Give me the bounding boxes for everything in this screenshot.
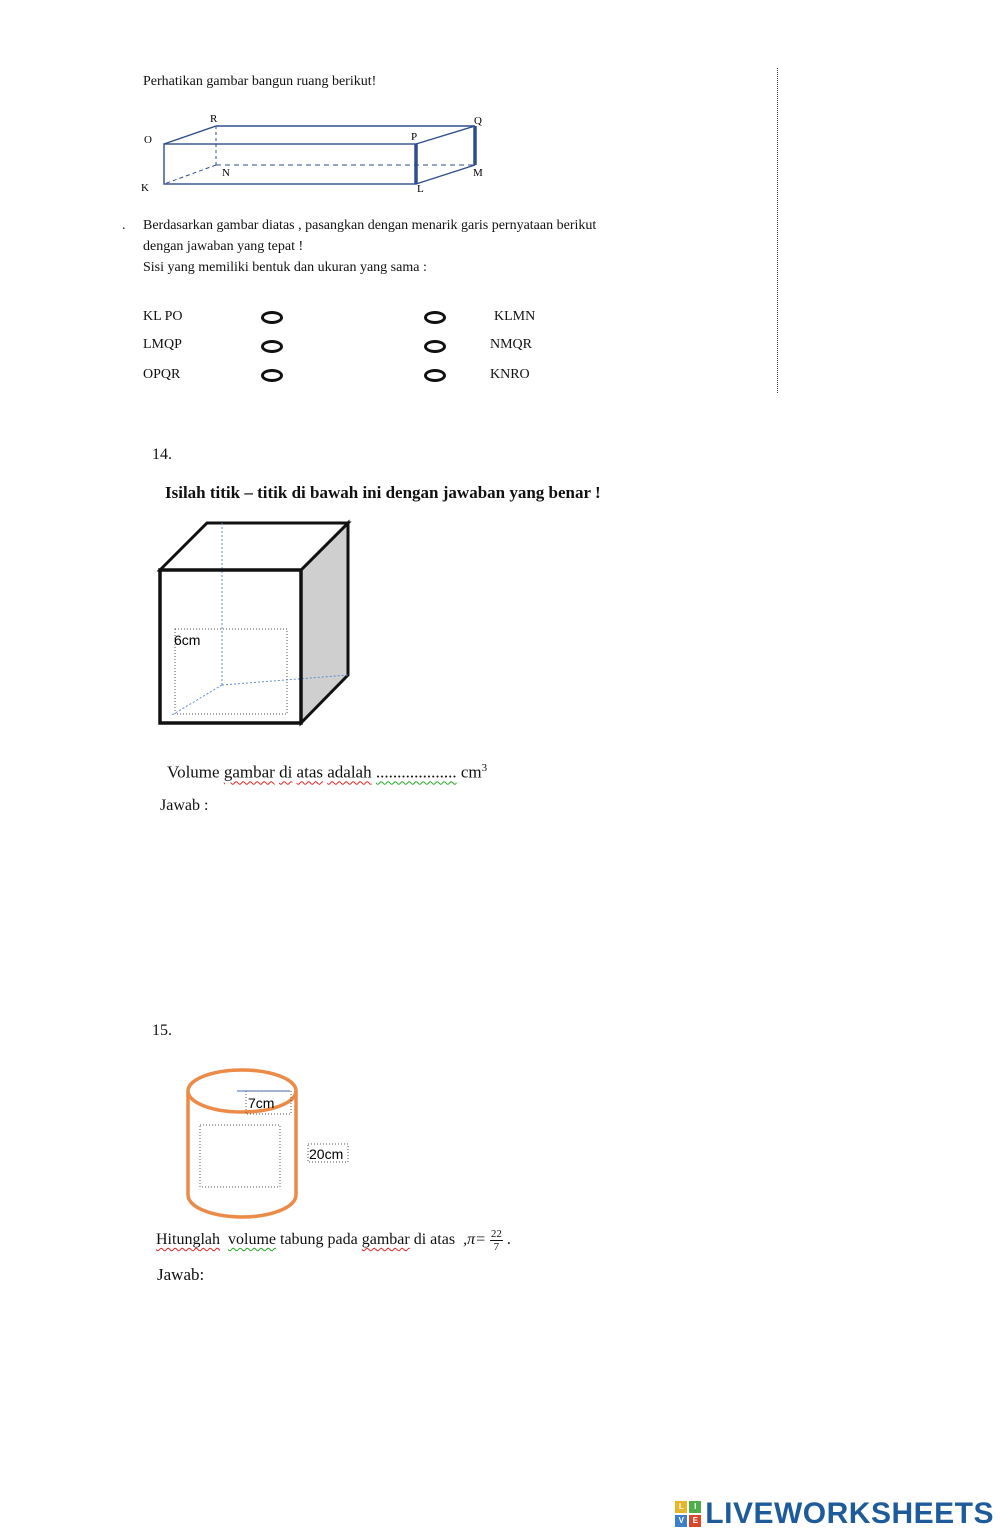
cylinder-figure <box>180 1060 370 1230</box>
logo-mark-l: L <box>675 1501 687 1513</box>
prompt-word-volume: volume <box>228 1231 276 1249</box>
prompt-word-tabung: tabung <box>280 1231 324 1249</box>
prompt-word-pada: pada <box>327 1231 358 1249</box>
column-divider <box>777 68 778 393</box>
prompt-period: . <box>506 1231 511 1249</box>
pi-numerator: 22 <box>490 1228 502 1240</box>
left-item-3: OPQR <box>143 367 181 382</box>
left-item-1: KL PO <box>143 309 183 324</box>
atas-word: atas <box>296 762 323 782</box>
vertex-label-R: R <box>210 113 218 125</box>
gambar-word: gambar <box>223 762 275 782</box>
instruction-line-3: Sisi yang memiliki bentuk dan ukuran yang sama : <box>143 260 427 275</box>
left-connector-2[interactable] <box>261 340 283 353</box>
pi-fraction <box>490 1228 503 1253</box>
right-connector-1[interactable] <box>424 311 446 324</box>
left-item-2: LMQP <box>143 337 182 352</box>
left-connector-1[interactable] <box>261 311 283 324</box>
cylinder-height-label: 20cm <box>309 1146 344 1162</box>
right-item-2: NMQR <box>490 337 533 352</box>
cuboid-figure <box>138 110 508 198</box>
vertex-label-Q: Q <box>474 115 482 127</box>
vertex-label-N: N <box>222 167 230 179</box>
prompt-word-hitunglah: Hitunglah <box>156 1231 220 1249</box>
volume-unit-exponent: 3 <box>481 762 488 774</box>
question-15-number: 15. <box>152 1022 172 1039</box>
vertex-label-O: O <box>144 134 152 146</box>
question-14-number: 14. <box>152 446 172 463</box>
instruction-line-2: dengan jawaban yang tepat ! <box>143 239 304 254</box>
question-15-answer-label: Jawab: <box>157 1265 205 1284</box>
volume-word: Volume <box>167 762 220 782</box>
answer-dots[interactable]: ................... <box>375 762 457 782</box>
cube-side-label: 6cm <box>174 632 201 648</box>
bullet-mark: . <box>122 218 126 233</box>
question-14-answer-label: Jawab : <box>160 797 209 814</box>
pi-expression: ,π= <box>463 1231 486 1249</box>
right-item-3: KNRO <box>490 367 530 382</box>
pi-denominator: 7 <box>493 1241 500 1253</box>
instruction-line-1: Berdasarkan gambar diatas , pasangkan dengan menarik garis pernyataan berikut <box>143 218 597 233</box>
intro-text: Perhatikan gambar bangun ruang berikut! <box>143 74 377 89</box>
question-15-prompt <box>156 1228 511 1253</box>
logo-mark-v: V <box>675 1515 687 1527</box>
adalah-word: adalah <box>327 762 372 782</box>
di-word: di <box>279 762 293 782</box>
question-14-heading: Isilah titik – titik di bawah ini dengan jawaban yang benar ! <box>165 483 601 502</box>
volume-unit: cm <box>460 762 482 782</box>
cylinder-radius-label: 7cm <box>248 1095 275 1111</box>
vertex-label-P: P <box>411 131 418 143</box>
volume-question <box>167 762 487 783</box>
logo-text: LIVEWORKSHEETS <box>705 1497 994 1530</box>
vertex-label-M: M <box>473 167 483 179</box>
left-connector-3[interactable] <box>261 369 283 382</box>
vertex-label-L: L <box>417 183 424 195</box>
prompt-word-di-atas: di atas <box>413 1231 456 1249</box>
logo-mark-e: E <box>689 1515 701 1527</box>
prompt-word-gambar: gambar <box>361 1231 410 1249</box>
vertex-label-K: K <box>141 182 149 194</box>
logo-mark-icon <box>675 1501 701 1527</box>
cube-figure <box>150 515 360 730</box>
liveworksheets-logo[interactable] <box>675 1497 994 1531</box>
right-connector-3[interactable] <box>424 369 446 382</box>
logo-mark-i: I <box>689 1501 701 1513</box>
right-connector-2[interactable] <box>424 340 446 353</box>
right-item-1: KLMN <box>494 309 536 324</box>
